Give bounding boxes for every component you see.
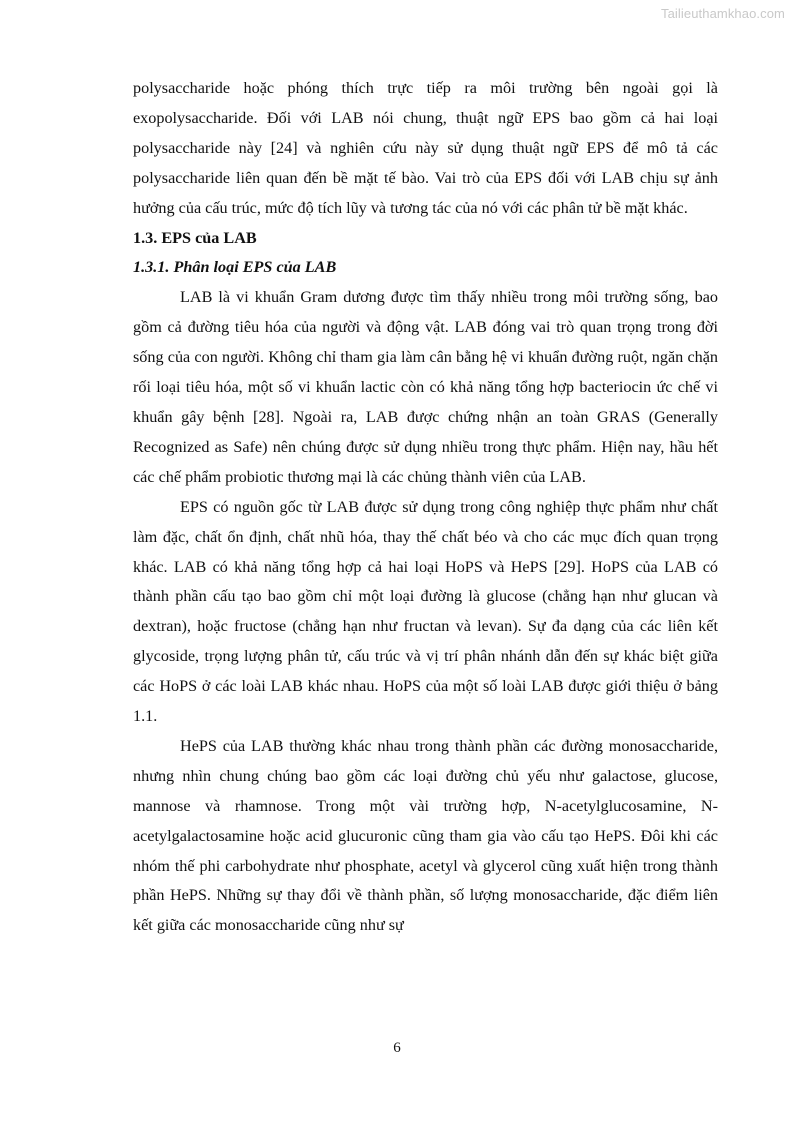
section-heading: 1.3. EPS của LAB xyxy=(133,228,257,247)
paragraph-lab-intro: LAB là vi khuẩn Gram dương được tìm thấy nhiều trong môi trường sống, bao gồm cả đường tiêu hóa của người và động vật. LAB đóng vai trò quan trọng trong đời sống của con người. Không chỉ tham gia làm cân bằng hệ vi khuẩn đường ruột, ngăn chặn rối loại tiêu hóa, một số vi khuẩn lactic còn có khả năng tổng hợp bacteriocin ức chế vi khuẩn gây bệnh [28]. Ngoài ra, LAB được chứng nhận an toàn GRAS (Generally Recognized as Safe) nên chúng được sử dụng nhiều trong thực phẩm. Hiện nay, hầu hết các chế phẩm probiotic thương mại là các chủng thành viên của LAB. xyxy=(133,288,718,486)
watermark: Tailieuthamkhao.com xyxy=(660,6,785,21)
page-number: 6 xyxy=(393,1040,401,1056)
paragraph-continued: polysaccharide hoặc phóng thích trực tiếp ra môi trường bên ngoài gọi là exopolysaccharide. Đối với LAB nói chung, thuật ngữ EPS bao gồm cả hai loại polysaccharide này [24] và nghiên cứu này sử dụng thuật ngữ EPS để mô tả các polysaccharide liên quan đến bề mặt tế bào. Vai trò của EPS đối với LAB chịu sự ảnh hưởng của cấu trúc, mức độ tích lũy và tương tác của nó với các phân tử bề mặt khác. xyxy=(133,79,718,217)
subsection-heading: 1.3.1. Phân loại EPS của LAB xyxy=(133,258,337,277)
paragraph-heps: HePS của LAB thường khác nhau trong thành phần các đường monosaccharide, nhưng nhìn chung chúng bao gồm các loại đường chủ yếu như galactose, glucose, mannose và rhamnose. Trong một vài trường hợp, N-acetylglucosamine, N-acetylgalactosamine hoặc acid glucuronic cũng tham gia vào cấu tạo HePS. Đôi khi các nhóm thế phi carbohydrate như phosphate, acetyl và glycerol cũng xuất hiện trong thành phần HePS. Những sự thay đổi về thành phần, số lượng monosaccharide, đặc điểm liên kết giữa các monosaccharide cũng như sự xyxy=(133,736,718,935)
paragraph-eps-origin: EPS có nguồn gốc từ LAB được sử dụng trong công nghiệp thực phẩm như chất làm đặc, chất ổn định, chất nhũ hóa, thay thế chất béo và cho các mục đích quan trọng khác. LAB có khả năng tổng hợp cả hai loại HoPS và HePS [29]. HoPS của LAB có thành phần cấu tạo bao gồm chỉ một loại đường là glucose (chẳng hạn như glucan và dextran), hoặc fructose (chẳng hạn như fructan và levan). Sự đa dạng của các liên kết glycoside, trọng lượng phân tử, cấu trúc và vị trí phân nhánh dẫn đến sự khác biệt giữa các HoPS ở các loài LAB khác nhau. HoPS của một số loài LAB được giới thiệu ở bảng 1.1. xyxy=(133,497,718,726)
page-body xyxy=(133,74,718,941)
